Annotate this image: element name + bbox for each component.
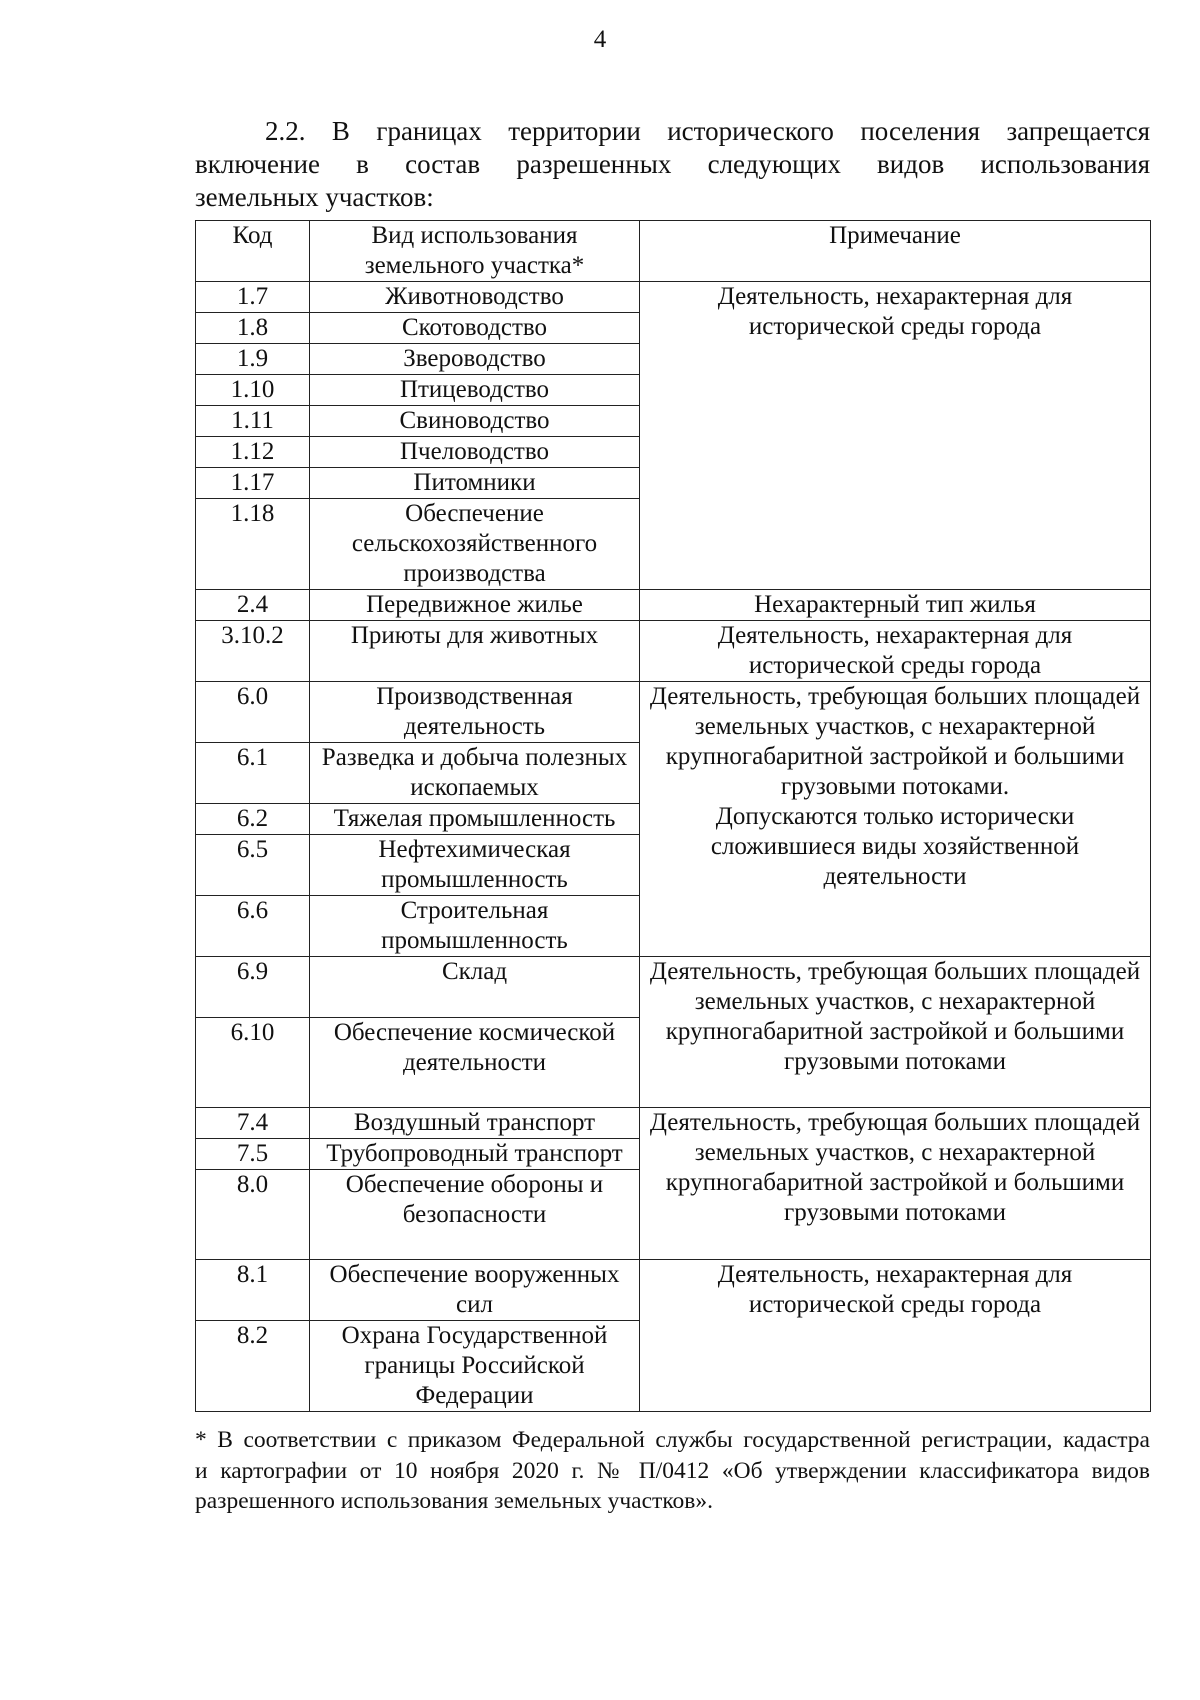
row-code: 1.9 bbox=[196, 344, 310, 375]
table-header-row bbox=[196, 221, 1151, 282]
row-code: 1.17 bbox=[196, 468, 310, 499]
footnote-line: и картографии от 10 ноября 2020 г. № П/0412 «Об утверждении классификатора видов bbox=[195, 1457, 1150, 1484]
row-code: 8.2 bbox=[196, 1321, 310, 1412]
footnote-line: разрешенного использования земельных участков». bbox=[195, 1488, 714, 1514]
land-use-table bbox=[195, 220, 1151, 1412]
row-land-use-type: Охрана Государственной границы Российской Федерации bbox=[310, 1321, 640, 1412]
row-land-use-type: Передвижное жилье bbox=[310, 590, 640, 621]
header-code: Код bbox=[196, 221, 310, 282]
header-note: Примечание bbox=[640, 221, 1151, 282]
row-note: Деятельность, нехарактерная для исторической среды города bbox=[640, 1260, 1151, 1412]
row-land-use-type: Трубопроводный транспорт bbox=[310, 1139, 640, 1170]
intro-line: включение в состав разрешенных следующих видов использования bbox=[195, 149, 1150, 179]
table-row bbox=[196, 282, 1151, 313]
row-code: 1.12 bbox=[196, 437, 310, 468]
table-row bbox=[196, 1108, 1151, 1139]
row-code: 7.5 bbox=[196, 1139, 310, 1170]
footnote bbox=[195, 1425, 1150, 1517]
row-code: 7.4 bbox=[196, 1108, 310, 1139]
row-code: 6.9 bbox=[196, 957, 310, 1018]
row-land-use-type: Скотоводство bbox=[310, 313, 640, 344]
row-land-use-type: Обеспечение космической деятельности bbox=[310, 1018, 640, 1108]
row-code: 6.2 bbox=[196, 804, 310, 835]
row-note bbox=[640, 682, 1151, 957]
row-code: 6.1 bbox=[196, 743, 310, 804]
table-row bbox=[196, 682, 1151, 743]
row-code: 6.6 bbox=[196, 896, 310, 957]
row-land-use-type: Звероводство bbox=[310, 344, 640, 375]
row-land-use-type: Воздушный транспорт bbox=[310, 1108, 640, 1139]
intro-line: 2.2. В границах территории исторического поселения запрещается bbox=[265, 116, 1150, 146]
row-code: 1.8 bbox=[196, 313, 310, 344]
row-code: 8.1 bbox=[196, 1260, 310, 1321]
row-code: 3.10.2 bbox=[196, 621, 310, 682]
row-code: 6.5 bbox=[196, 835, 310, 896]
intro-paragraph bbox=[195, 115, 1150, 214]
row-note-text: Деятельность, требующая больших площадей земельных участков, с нехарактерной крупногабаритной застройкой и большими грузовыми потоками. bbox=[649, 683, 1141, 800]
row-note: Деятельность, нехарактерная для исторической среды города bbox=[640, 621, 1151, 682]
row-land-use-type: Производственная деятельность bbox=[310, 682, 640, 743]
row-land-use-type: Тяжелая промышленность bbox=[310, 804, 640, 835]
row-note: Деятельность, нехарактерная для исторической среды города bbox=[640, 282, 1151, 590]
footnote-line: * В соответствии с приказом Федеральной службы государственной регистрации, кадастра bbox=[195, 1427, 1150, 1453]
row-land-use-type: Обеспечение сельскохозяйственного производства bbox=[310, 499, 640, 590]
row-note-text: Допускаются только исторически сложившиеся виды хозяйственной деятельности bbox=[710, 803, 1080, 890]
row-land-use-type: Питомники bbox=[310, 468, 640, 499]
row-code: 2.4 bbox=[196, 590, 310, 621]
row-code: 1.10 bbox=[196, 375, 310, 406]
row-land-use-type: Обеспечение вооруженных сил bbox=[310, 1260, 640, 1321]
row-code: 1.7 bbox=[196, 282, 310, 313]
row-land-use-type: Нефтехимическая промышленность bbox=[310, 835, 640, 896]
row-land-use-type: Обеспечение обороны и безопасности bbox=[310, 1170, 640, 1260]
row-land-use-type: Животноводство bbox=[310, 282, 640, 313]
table-row bbox=[196, 621, 1151, 682]
row-code: 6.10 bbox=[196, 1018, 310, 1108]
row-land-use-type: Приюты для животных bbox=[310, 621, 640, 682]
header-land-use-type: Вид использования земельного участка* bbox=[310, 221, 640, 282]
row-note: Деятельность, требующая больших площадей земельных участков, с нехарактерной крупногабаритной застройкой и большими грузовыми потоками bbox=[640, 1108, 1151, 1260]
row-land-use-type: Строительная промышленность bbox=[310, 896, 640, 957]
row-land-use-type: Птицеводство bbox=[310, 375, 640, 406]
row-code: 6.0 bbox=[196, 682, 310, 743]
table-row bbox=[196, 590, 1151, 621]
row-code: 1.18 bbox=[196, 499, 310, 590]
row-note: Нехарактерный тип жилья bbox=[640, 590, 1151, 621]
row-land-use-type: Склад bbox=[310, 957, 640, 1018]
row-land-use-type: Пчеловодство bbox=[310, 437, 640, 468]
row-code: 1.11 bbox=[196, 406, 310, 437]
row-land-use-type: Разведка и добыча полезных ископаемых bbox=[310, 743, 640, 804]
table-row bbox=[196, 957, 1151, 1018]
row-note: Деятельность, требующая больших площадей земельных участков, с нехарактерной крупногабаритной застройкой и большими грузовыми потоками bbox=[640, 957, 1151, 1108]
table-row bbox=[196, 1260, 1151, 1321]
intro-line: земельных участков: bbox=[195, 182, 434, 212]
row-code: 8.0 bbox=[196, 1170, 310, 1260]
page-number: 4 bbox=[593, 26, 607, 53]
row-land-use-type: Свиноводство bbox=[310, 406, 640, 437]
